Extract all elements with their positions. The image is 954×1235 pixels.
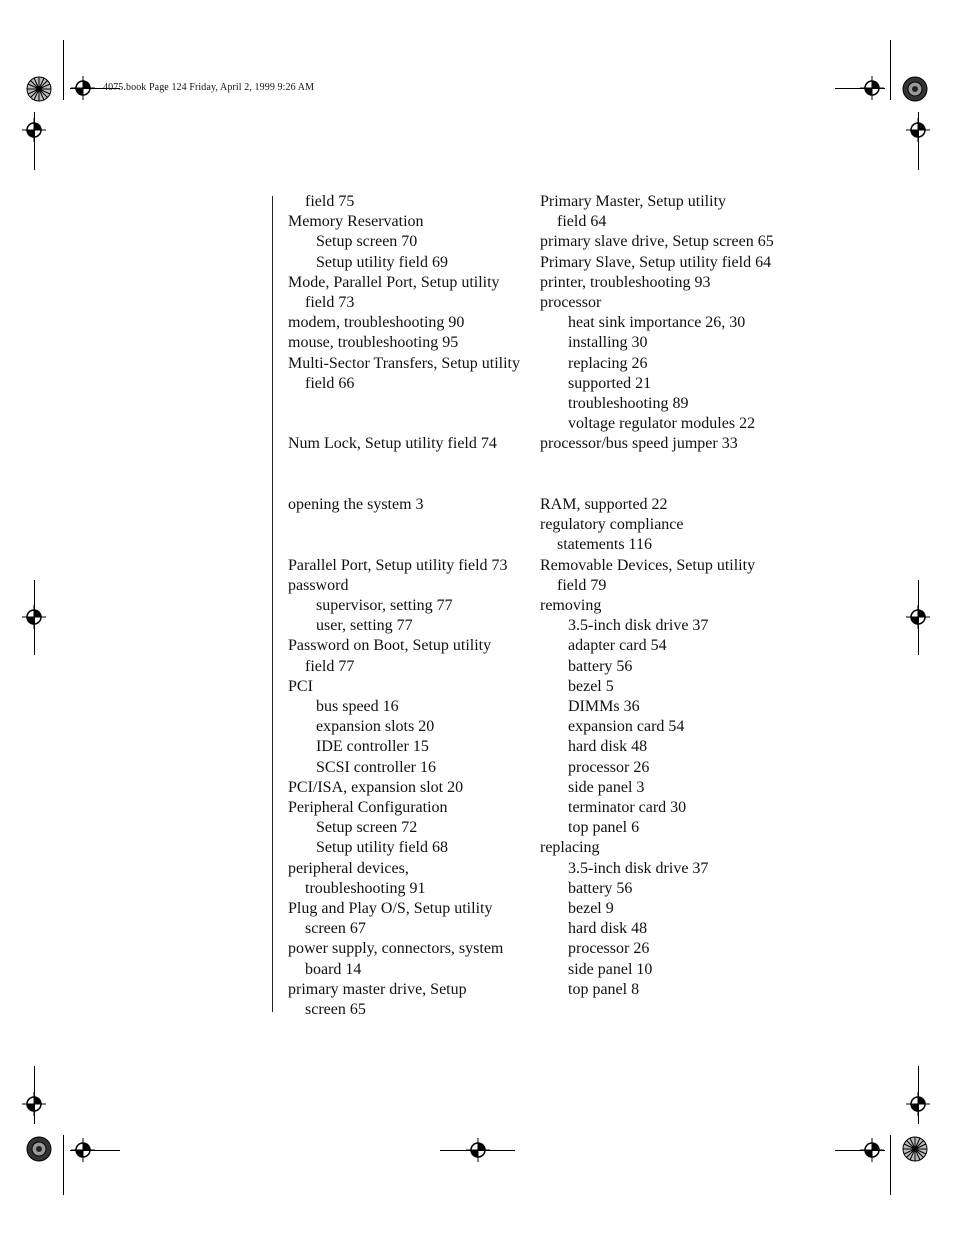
index-entry: Num Lock, Setup utility field 74 xyxy=(288,435,497,453)
index-subentry: board 14 xyxy=(305,960,362,978)
column-rule xyxy=(272,196,273,1012)
entry-spacer xyxy=(288,535,533,555)
index-entry: Memory Reservation xyxy=(288,213,424,231)
index-entry: peripheral devices, xyxy=(288,859,409,877)
index-subentry: replacing 26 xyxy=(568,354,648,372)
index-subentry: troubleshooting 91 xyxy=(305,879,426,897)
index-subentry: troubleshooting 89 xyxy=(568,395,689,413)
index-subentry: field 75 xyxy=(305,193,355,210)
print-header: 4075.book Page 124 Friday, April 2, 1999 9:26 AM xyxy=(103,82,315,93)
index-subentry: 3.5-inch disk drive 37 xyxy=(568,859,709,877)
index-subentry: field 64 xyxy=(557,213,607,231)
index-subentry: battery 56 xyxy=(568,657,633,675)
index-entry: processor xyxy=(540,294,602,312)
index-entry: power supply, connectors, system xyxy=(288,940,504,958)
index-subentry: expansion card 54 xyxy=(568,718,685,736)
registration-target-icon xyxy=(466,1138,490,1162)
registration-target-icon xyxy=(71,1138,95,1162)
index-entry: regulatory compliance xyxy=(540,516,684,534)
registration-target-icon xyxy=(906,605,930,629)
index-subentry: processor 26 xyxy=(568,758,650,776)
index-entry: processor/bus speed jumper 33 xyxy=(540,435,738,453)
index-subentry: voltage regulator modules 22 xyxy=(568,415,756,433)
index-subentry: statements 116 xyxy=(557,536,652,554)
starburst-dial-icon xyxy=(26,1136,52,1162)
entry-spacer xyxy=(540,475,800,495)
index-subentry: top panel 8 xyxy=(568,980,640,998)
entry-spacer xyxy=(540,455,800,475)
index-entry: Parallel Port, Setup utility field 73 xyxy=(288,556,508,574)
registration-target-icon xyxy=(71,76,95,100)
index-subentry: screen 65 xyxy=(305,1001,366,1019)
index-subentry: adapter card 54 xyxy=(568,637,667,655)
index-subentry: hard disk 48 xyxy=(568,738,648,756)
index-subentry: processor 26 xyxy=(568,940,650,958)
registration-target-icon xyxy=(22,1092,46,1116)
index-column-left xyxy=(288,192,533,1020)
index-subentry: field 79 xyxy=(557,576,607,594)
index-subentry: Setup screen 72 xyxy=(316,819,418,837)
index-entry: printer, troubleshooting 93 xyxy=(540,273,711,291)
entry-spacer xyxy=(288,455,533,475)
registration-target-icon xyxy=(860,1138,884,1162)
index-subentry: bezel 9 xyxy=(568,900,614,918)
index-subentry: heat sink importance 26, 30 xyxy=(568,314,746,332)
index-entry: Removable Devices, Setup utility xyxy=(540,556,756,574)
index-entry: Primary Master, Setup utility xyxy=(540,193,727,210)
index-entry: password xyxy=(288,576,349,594)
index-entry: Password on Boot, Setup utility xyxy=(288,637,492,655)
registration-target-icon xyxy=(906,118,930,142)
index-entry: PCI/ISA, expansion slot 20 xyxy=(288,778,464,796)
entry-spacer xyxy=(288,394,533,414)
index-entry: modem, troubleshooting 90 xyxy=(288,314,465,332)
index-subentry: field 73 xyxy=(305,294,355,312)
index-subentry: supported 21 xyxy=(568,374,652,392)
entry-spacer xyxy=(288,515,533,535)
index-entry: Plug and Play O/S, Setup utility xyxy=(288,900,493,918)
index-subentry: expansion slots 20 xyxy=(316,718,435,736)
index-subentry: 3.5-inch disk drive 37 xyxy=(568,617,709,635)
index-entry: opening the system 3 xyxy=(288,495,424,513)
index-subentry: bezel 5 xyxy=(568,677,614,695)
registration-target-icon xyxy=(22,605,46,629)
index-entry: Peripheral Configuration xyxy=(288,799,448,816)
index-subentry: battery 56 xyxy=(568,879,633,897)
index-column-right xyxy=(540,192,800,1000)
index-entry: mouse, troubleshooting 95 xyxy=(288,334,459,352)
index-entry: primary master drive, Setup xyxy=(288,980,467,998)
index-subentry: hard disk 48 xyxy=(568,920,648,938)
index-subentry: Setup screen 70 xyxy=(316,233,418,251)
index-subentry: user, setting 77 xyxy=(316,617,413,635)
index-subentry: bus speed 16 xyxy=(316,697,399,715)
index-entry: PCI xyxy=(288,677,313,695)
registration-target-icon xyxy=(906,1092,930,1116)
index-entry: replacing xyxy=(540,839,600,857)
index-subentry: IDE controller 15 xyxy=(316,738,429,756)
index-subentry: Setup utility field 69 xyxy=(316,253,448,271)
registration-target-icon xyxy=(860,76,884,100)
index-subentry: installing 30 xyxy=(568,334,648,352)
registration-target-icon xyxy=(22,118,46,142)
starburst-dial-icon xyxy=(26,76,52,102)
index-entry: Mode, Parallel Port, Setup utility xyxy=(288,273,500,291)
index-subentry: field 77 xyxy=(305,657,355,675)
index-subentry: field 66 xyxy=(305,374,355,392)
index-entry: primary slave drive, Setup screen 65 xyxy=(540,233,774,251)
index-subentry: terminator card 30 xyxy=(568,799,687,817)
index-subentry: SCSI controller 16 xyxy=(316,758,436,776)
index-subentry: top panel 6 xyxy=(568,819,640,837)
index-subentry: screen 67 xyxy=(305,920,366,938)
index-subentry: DIMMs 36 xyxy=(568,698,640,716)
entry-spacer xyxy=(288,475,533,495)
index-subentry: supervisor, setting 77 xyxy=(316,596,453,614)
index-entry: RAM, supported 22 xyxy=(540,496,668,514)
index-entry: removing xyxy=(540,597,602,615)
index-subentry: Setup utility field 68 xyxy=(316,839,448,857)
starburst-dial-icon xyxy=(902,1136,928,1162)
index-entry: Multi-Sector Transfers, Setup utility xyxy=(288,354,520,372)
index-subentry: side panel 10 xyxy=(568,960,653,978)
index-entry: Primary Slave, Setup utility field 64 xyxy=(540,253,772,271)
index-subentry: side panel 3 xyxy=(568,778,645,796)
starburst-dial-icon xyxy=(902,76,928,102)
entry-spacer xyxy=(288,414,533,434)
